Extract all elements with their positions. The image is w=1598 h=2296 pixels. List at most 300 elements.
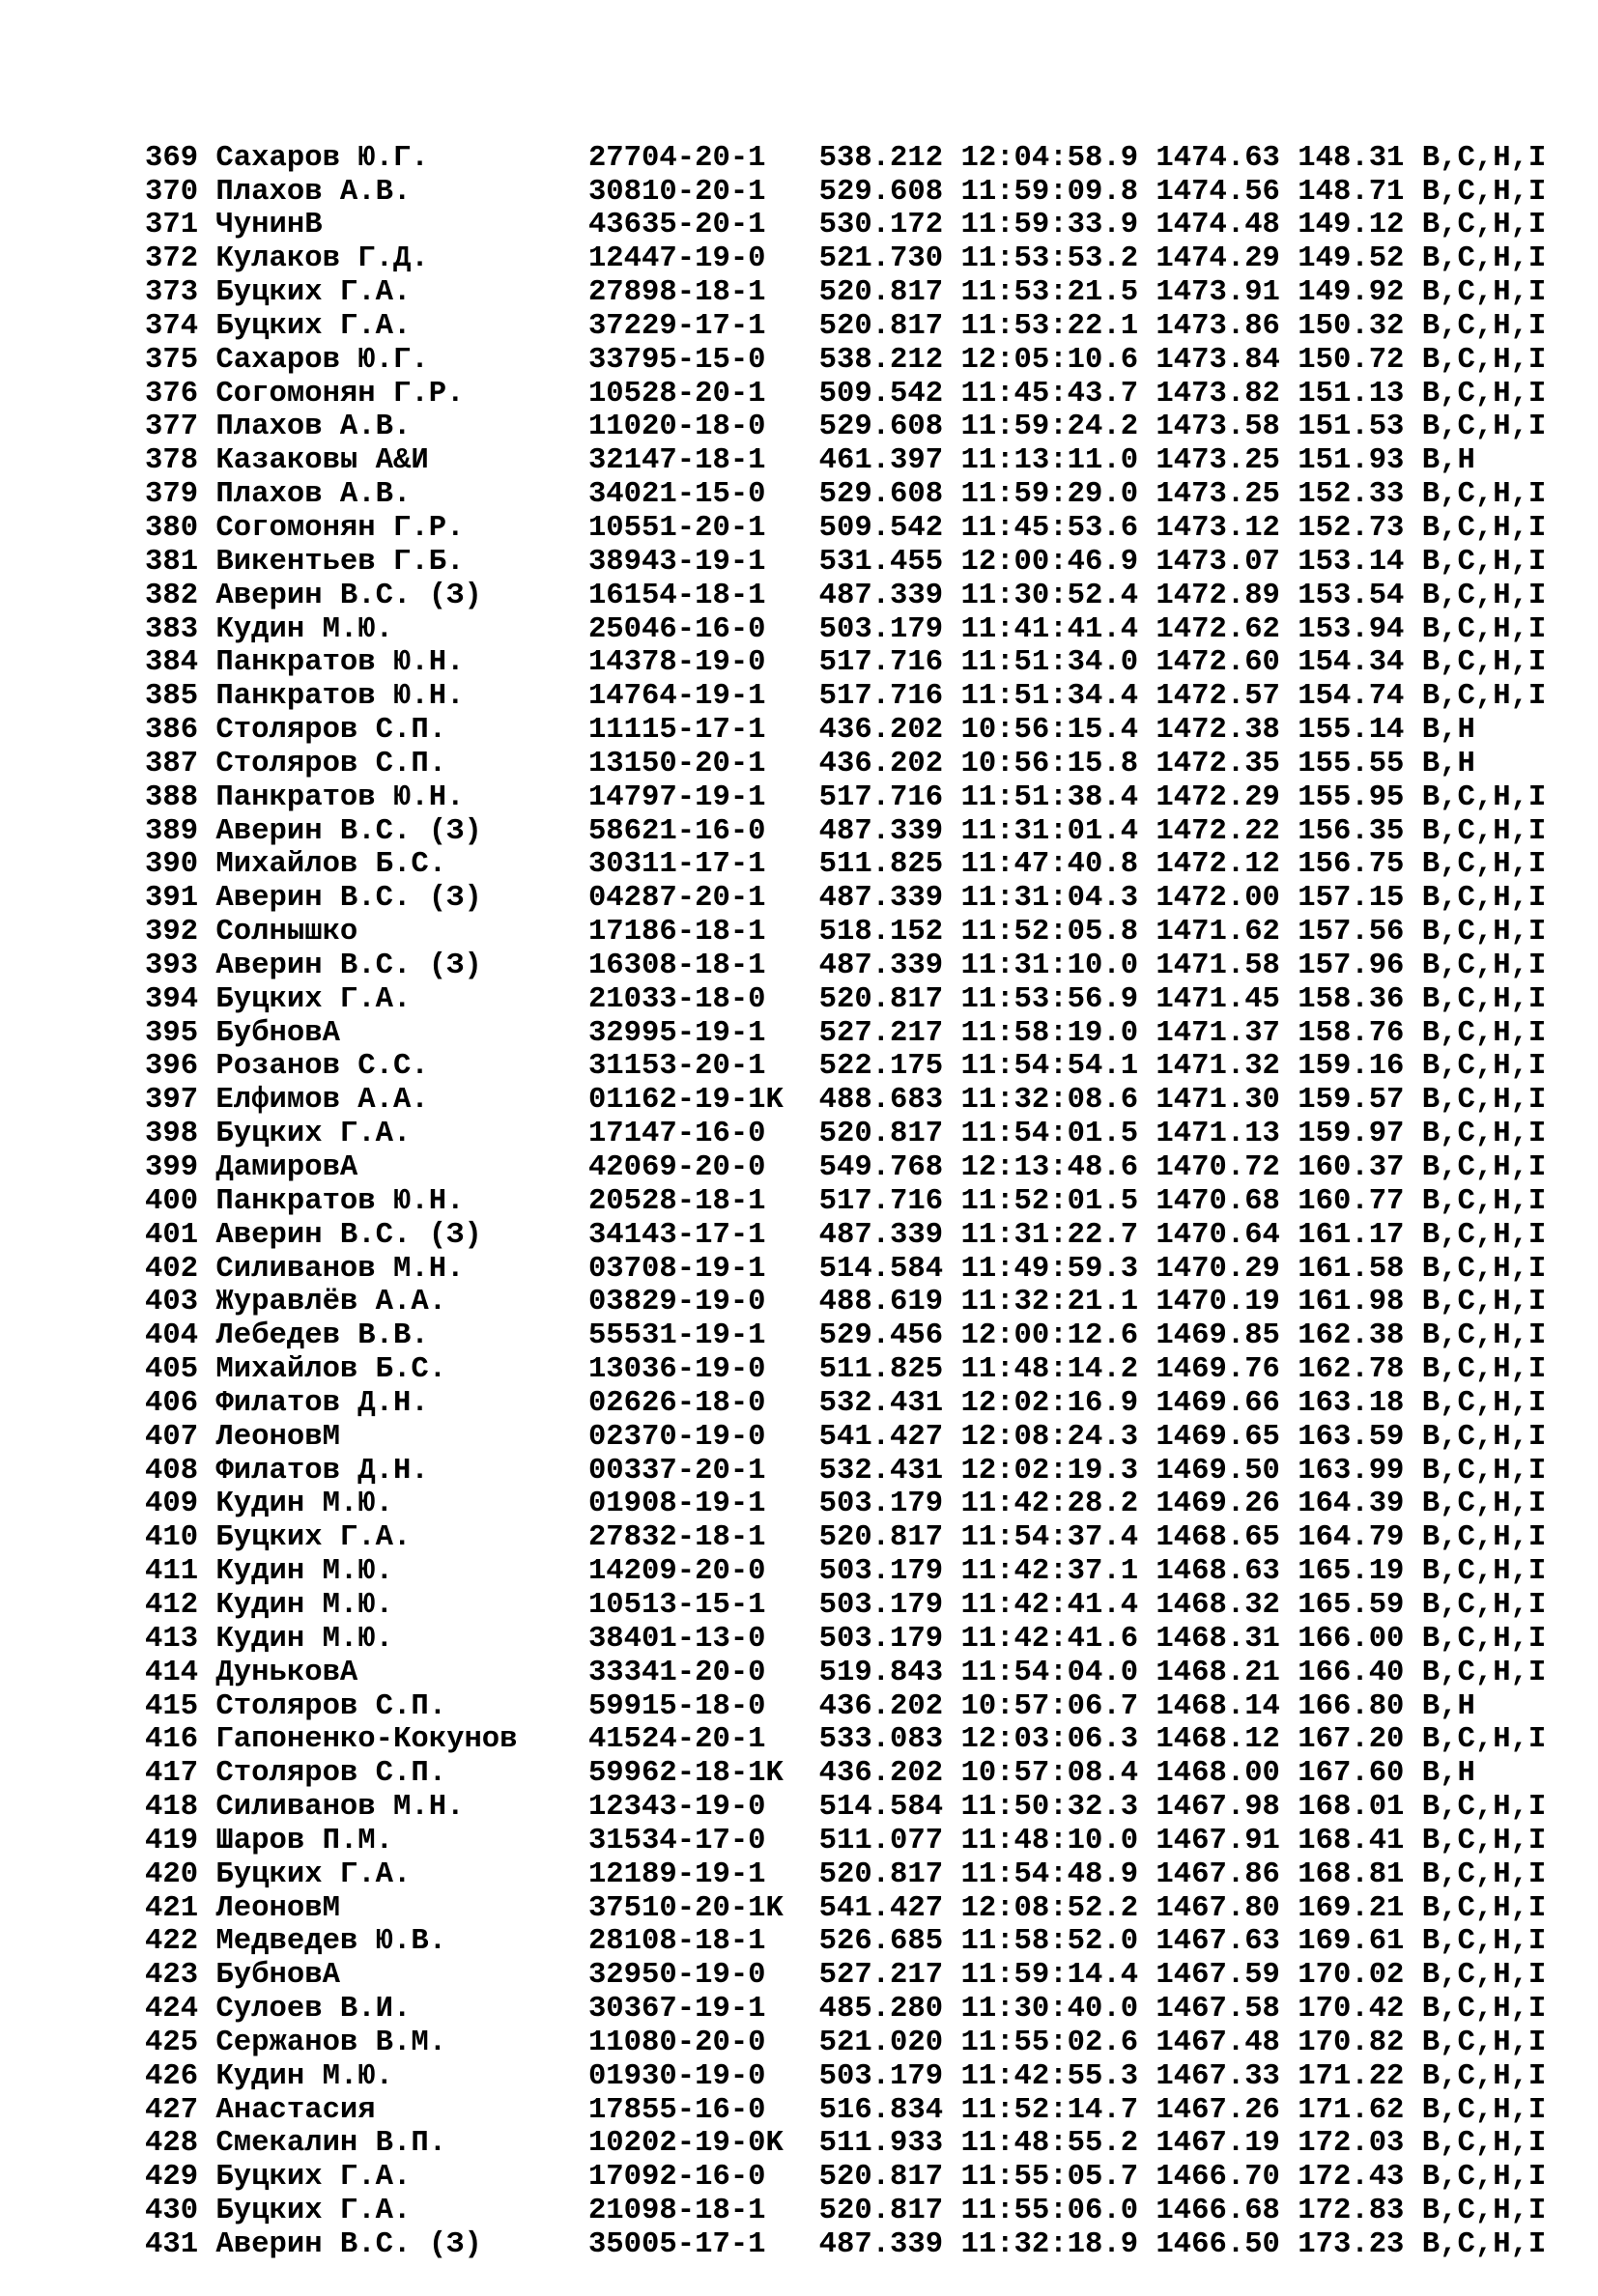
ring-number: 11115-17-1 (587, 714, 766, 748)
coefficient-value: 153.94 (1298, 612, 1405, 646)
distance-value: 488.619 (818, 1286, 944, 1319)
fancier-name: Столяров С.П. (215, 747, 447, 780)
category-flags: B,C,H,I (1421, 1723, 1547, 1757)
distance-value: 514.584 (818, 1252, 944, 1286)
coefficient-value: 166.80 (1298, 1689, 1405, 1723)
place-number: 408 (145, 1454, 199, 1488)
speed-value: 1468.32 (1156, 1588, 1280, 1622)
ring-number: 17092-16-0 (587, 2161, 766, 2195)
fancier-name: Панкратов Ю.Н. (215, 1184, 465, 1218)
fancier-name: Михайлов Б.С. (215, 848, 447, 882)
ring-number: 02626-18-0 (587, 1386, 766, 1420)
category-flags: B,C,H,I (1421, 579, 1547, 612)
speed-value: 1469.65 (1156, 1420, 1280, 1454)
result-row (145, 1892, 1546, 1926)
fancier-name: Медведев Ю.В. (215, 1925, 447, 1959)
coefficient-value: 156.35 (1298, 814, 1405, 848)
distance-value: 532.431 (818, 1386, 944, 1420)
distance-value: 518.152 (818, 916, 944, 950)
distance-value: 509.542 (818, 511, 944, 545)
arrival-time: 11:54:48.9 (960, 1857, 1139, 1891)
result-row (145, 1589, 1546, 1623)
ring-number: 31534-17-0 (587, 1824, 766, 1857)
fancier-name: Кулаков Г.Д. (215, 242, 429, 276)
coefficient-value: 158.76 (1298, 1016, 1405, 1050)
category-flags: B,H (1421, 1757, 1475, 1791)
place-number: 422 (145, 1925, 199, 1959)
place-number: 371 (145, 209, 199, 242)
arrival-time: 11:49:59.3 (960, 1252, 1139, 1286)
arrival-time: 11:52:01.5 (960, 1184, 1139, 1218)
place-number: 427 (145, 2093, 199, 2127)
category-flags: B,C,H,I (1421, 141, 1547, 175)
speed-value: 1472.12 (1156, 848, 1280, 882)
arrival-time: 11:31:01.4 (960, 814, 1139, 848)
coefficient-value: 155.14 (1298, 714, 1405, 748)
fancier-name: Аверин В.С. (З) (215, 949, 482, 982)
arrival-time: 11:58:19.0 (960, 1016, 1139, 1050)
result-row (145, 1555, 1546, 1589)
distance-value: 529.456 (818, 1319, 944, 1353)
result-row (145, 344, 1546, 378)
result-row (145, 613, 1546, 647)
arrival-time: 10:57:06.7 (960, 1689, 1139, 1723)
category-flags: B,C,H,I (1421, 1151, 1547, 1184)
place-number: 385 (145, 680, 199, 714)
result-row (145, 2195, 1546, 2228)
category-flags: B,C,H,I (1421, 1959, 1547, 1993)
speed-value: 1474.56 (1156, 175, 1280, 209)
place-number: 392 (145, 916, 199, 950)
place-number: 409 (145, 1488, 199, 1521)
ring-number: 02370-19-0 (587, 1420, 766, 1454)
arrival-time: 11:55:02.6 (960, 2026, 1139, 2059)
distance-value: 549.768 (818, 1151, 944, 1184)
speed-value: 1469.76 (1156, 1353, 1280, 1387)
place-number: 381 (145, 545, 199, 579)
speed-value: 1470.19 (1156, 1286, 1280, 1319)
distance-value: 436.202 (818, 747, 944, 780)
category-flags: B,C,H,I (1421, 377, 1547, 411)
distance-value: 511.825 (818, 1353, 944, 1387)
result-row (145, 781, 1546, 815)
result-row (145, 2228, 1546, 2262)
ring-number: 27832-18-1 (587, 1521, 766, 1555)
ring-number: 10528-20-1 (587, 377, 766, 411)
speed-value: 1466.50 (1156, 2228, 1280, 2261)
coefficient-value: 153.14 (1298, 545, 1405, 579)
place-number: 411 (145, 1555, 199, 1589)
result-row (145, 1387, 1546, 1421)
speed-value: 1469.66 (1156, 1386, 1280, 1420)
fancier-name: Панкратов Ю.Н. (215, 680, 465, 714)
result-row (145, 714, 1546, 748)
distance-value: 532.431 (818, 1454, 944, 1488)
speed-value: 1468.00 (1156, 1757, 1280, 1791)
category-flags: B,C,H,I (1421, 1521, 1547, 1555)
speed-value: 1469.85 (1156, 1319, 1280, 1353)
arrival-time: 11:51:38.4 (960, 780, 1139, 814)
distance-value: 541.427 (818, 1891, 944, 1925)
place-number: 402 (145, 1252, 199, 1286)
arrival-time: 11:48:10.0 (960, 1824, 1139, 1857)
speed-value: 1466.70 (1156, 2161, 1280, 2195)
ring-number: 16154-18-1 (587, 579, 766, 612)
distance-value: 487.339 (818, 1218, 944, 1252)
fancier-name: Аверин В.С. (З) (215, 2228, 482, 2261)
fancier-name: Панкратов Ю.Н. (215, 780, 465, 814)
coefficient-value: 163.18 (1298, 1386, 1405, 1420)
place-number: 369 (145, 141, 199, 175)
ring-number: 27704-20-1 (587, 141, 766, 175)
place-number: 386 (145, 714, 199, 748)
category-flags: B,C,H,I (1421, 2093, 1547, 2127)
distance-value: 522.175 (818, 1050, 944, 1084)
result-row (145, 580, 1546, 613)
arrival-time: 11:53:56.9 (960, 982, 1139, 1016)
result-row (145, 1959, 1546, 1993)
speed-value: 1472.00 (1156, 882, 1280, 916)
arrival-time: 11:58:52.0 (960, 1925, 1139, 1959)
coefficient-value: 153.54 (1298, 579, 1405, 612)
result-row (145, 2094, 1546, 2128)
arrival-time: 11:55:05.7 (960, 2161, 1139, 2195)
arrival-time: 11:54:54.1 (960, 1050, 1139, 1084)
result-row (145, 310, 1546, 344)
ring-number: 27898-18-1 (587, 276, 766, 310)
category-flags: B,C,H,I (1421, 309, 1547, 343)
coefficient-value: 168.01 (1298, 1791, 1405, 1825)
arrival-time: 11:53:21.5 (960, 276, 1139, 310)
arrival-time: 11:42:55.3 (960, 2059, 1139, 2093)
fancier-name: Буцких Г.А. (215, 1521, 412, 1555)
ring-number: 01162-19-1K (587, 1084, 784, 1118)
arrival-time: 11:59:33.9 (960, 209, 1139, 242)
ring-number: 14797-19-1 (587, 780, 766, 814)
distance-value: 511.825 (818, 848, 944, 882)
result-row (145, 1084, 1546, 1118)
result-row (145, 1791, 1546, 1825)
coefficient-value: 157.96 (1298, 949, 1405, 982)
distance-value: 531.455 (818, 545, 944, 579)
speed-value: 1471.62 (1156, 916, 1280, 950)
arrival-time: 11:54:37.4 (960, 1521, 1139, 1555)
result-row (145, 1219, 1546, 1253)
category-flags: B,C,H,I (1421, 2195, 1547, 2228)
place-number: 405 (145, 1353, 199, 1387)
ring-number: 17147-16-0 (587, 1118, 766, 1151)
distance-value: 520.817 (818, 276, 944, 310)
coefficient-value: 161.98 (1298, 1286, 1405, 1319)
fancier-name: Казаковы А&И (215, 444, 429, 478)
result-row (145, 1993, 1546, 2027)
result-row (145, 1690, 1546, 1724)
speed-value: 1467.58 (1156, 1993, 1280, 2027)
ring-number: 14378-19-0 (587, 646, 766, 680)
place-number: 395 (145, 1016, 199, 1050)
category-flags: B,C,H,I (1421, 411, 1547, 444)
category-flags: B,C,H,I (1421, 1824, 1547, 1857)
speed-value: 1467.80 (1156, 1891, 1280, 1925)
ring-number: 35005-17-1 (587, 2228, 766, 2261)
speed-value: 1467.26 (1156, 2093, 1280, 2127)
arrival-time: 11:54:04.0 (960, 1656, 1139, 1689)
ring-number: 59915-18-0 (587, 1689, 766, 1723)
category-flags: B,C,H,I (1421, 2228, 1547, 2261)
distance-value: 487.339 (818, 814, 944, 848)
category-flags: B,C,H,I (1421, 1925, 1547, 1959)
fancier-name: Гапоненко-Кокунов (215, 1723, 518, 1757)
ring-number: 33795-15-0 (587, 343, 766, 377)
result-row (145, 1185, 1546, 1219)
ring-number: 10202-19-0K (587, 2127, 784, 2161)
ring-number: 13150-20-1 (587, 747, 766, 780)
distance-value: 541.427 (818, 1420, 944, 1454)
result-row (145, 176, 1546, 210)
speed-value: 1467.86 (1156, 1857, 1280, 1891)
category-flags: B,C,H,I (1421, 1118, 1547, 1151)
arrival-time: 11:32:21.1 (960, 1286, 1139, 1319)
category-flags: B,C,H,I (1421, 1857, 1547, 1891)
fancier-name: Розанов С.С. (215, 1050, 429, 1084)
fancier-name: Панкратов Ю.Н. (215, 646, 465, 680)
ring-number: 16308-18-1 (587, 949, 766, 982)
result-row (145, 209, 1546, 242)
ring-number: 13036-19-0 (587, 1353, 766, 1387)
speed-value: 1468.65 (1156, 1521, 1280, 1555)
speed-value: 1470.64 (1156, 1218, 1280, 1252)
coefficient-value: 151.93 (1298, 444, 1405, 478)
arrival-time: 11:13:11.0 (960, 444, 1139, 478)
arrival-time: 12:08:52.2 (960, 1891, 1139, 1925)
coefficient-value: 165.19 (1298, 1555, 1405, 1589)
distance-value: 526.685 (818, 1925, 944, 1959)
arrival-time: 11:42:41.6 (960, 1622, 1139, 1656)
fancier-name: Сержанов В.М. (215, 2026, 447, 2059)
coefficient-value: 164.79 (1298, 1521, 1405, 1555)
place-number: 403 (145, 1286, 199, 1319)
fancier-name: Буцких Г.А. (215, 2161, 412, 2195)
result-row (145, 1521, 1546, 1555)
fancier-name: Столяров С.П. (215, 1689, 447, 1723)
coefficient-value: 148.71 (1298, 175, 1405, 209)
speed-value: 1468.63 (1156, 1555, 1280, 1589)
distance-value: 503.179 (818, 1588, 944, 1622)
place-number: 406 (145, 1386, 199, 1420)
distance-value: 530.172 (818, 209, 944, 242)
speed-value: 1473.82 (1156, 377, 1280, 411)
coefficient-value: 152.73 (1298, 511, 1405, 545)
coefficient-value: 159.57 (1298, 1084, 1405, 1118)
category-flags: B,H (1421, 444, 1475, 478)
speed-value: 1472.62 (1156, 612, 1280, 646)
speed-value: 1473.12 (1156, 511, 1280, 545)
fancier-name: Лебедев В.В. (215, 1319, 429, 1353)
coefficient-value: 161.58 (1298, 1252, 1405, 1286)
category-flags: B,C,H,I (1421, 209, 1547, 242)
speed-value: 1468.31 (1156, 1622, 1280, 1656)
arrival-time: 11:50:32.3 (960, 1791, 1139, 1825)
place-number: 426 (145, 2059, 199, 2093)
ring-number: 01930-19-0 (587, 2059, 766, 2093)
coefficient-value: 152.33 (1298, 478, 1405, 512)
result-row (145, 242, 1546, 276)
coefficient-value: 167.60 (1298, 1757, 1405, 1791)
place-number: 374 (145, 309, 199, 343)
ring-number: 12189-19-1 (587, 1857, 766, 1891)
fancier-name: Филатов Д.Н. (215, 1386, 429, 1420)
distance-value: 520.817 (818, 309, 944, 343)
category-flags: B,C,H,I (1421, 1420, 1547, 1454)
ring-number: 59962-18-1K (587, 1757, 784, 1791)
result-row (145, 1286, 1546, 1319)
fancier-name: Сулоев В.И. (215, 1993, 412, 2027)
coefficient-value: 168.41 (1298, 1824, 1405, 1857)
ring-number: 30810-20-1 (587, 175, 766, 209)
ring-number: 14764-19-1 (587, 680, 766, 714)
result-row (145, 2127, 1546, 2161)
result-row (145, 848, 1546, 882)
coefficient-value: 161.17 (1298, 1218, 1405, 1252)
result-row (145, 378, 1546, 411)
distance-value: 487.339 (818, 2228, 944, 2261)
place-number: 384 (145, 646, 199, 680)
speed-value: 1467.33 (1156, 2059, 1280, 2093)
category-flags: B,C,H,I (1421, 2161, 1547, 2195)
speed-value: 1466.68 (1156, 2195, 1280, 2228)
speed-value: 1471.32 (1156, 1050, 1280, 1084)
fancier-name: Аверин В.С. (З) (215, 1218, 482, 1252)
coefficient-value: 149.12 (1298, 209, 1405, 242)
distance-value: 514.584 (818, 1791, 944, 1825)
ring-number: 01908-19-1 (587, 1488, 766, 1521)
speed-value: 1471.37 (1156, 1016, 1280, 1050)
place-number: 418 (145, 1791, 199, 1825)
speed-value: 1470.72 (1156, 1151, 1280, 1184)
results-page (145, 74, 1546, 2296)
result-row (145, 916, 1546, 950)
coefficient-value: 157.15 (1298, 882, 1405, 916)
place-number: 373 (145, 276, 199, 310)
distance-value: 511.077 (818, 1824, 944, 1857)
distance-value: 519.843 (818, 1656, 944, 1689)
arrival-time: 12:02:19.3 (960, 1454, 1139, 1488)
category-flags: B,C,H,I (1421, 1286, 1547, 1319)
distance-value: 517.716 (818, 680, 944, 714)
fancier-name: Сахаров Ю.Г. (215, 343, 429, 377)
place-number: 421 (145, 1891, 199, 1925)
speed-value: 1472.60 (1156, 646, 1280, 680)
arrival-time: 11:48:14.2 (960, 1353, 1139, 1387)
distance-value: 487.339 (818, 882, 944, 916)
coefficient-value: 162.38 (1298, 1319, 1405, 1353)
category-flags: B,H (1421, 714, 1475, 748)
category-flags: B,H (1421, 747, 1475, 780)
place-number: 407 (145, 1420, 199, 1454)
result-row (145, 1723, 1546, 1757)
fancier-name: Буцких Г.А. (215, 309, 412, 343)
speed-value: 1471.58 (1156, 949, 1280, 982)
category-flags: B,C,H,I (1421, 814, 1547, 848)
fancier-name: ЛеоновМ (215, 1420, 340, 1454)
coefficient-value: 170.02 (1298, 1959, 1405, 1993)
place-number: 400 (145, 1184, 199, 1218)
result-row (145, 1757, 1546, 1791)
speed-value: 1467.48 (1156, 2026, 1280, 2059)
arrival-time: 12:08:24.3 (960, 1420, 1139, 1454)
coefficient-value: 154.74 (1298, 680, 1405, 714)
distance-value: 509.542 (818, 377, 944, 411)
category-flags: B,C,H,I (1421, 1622, 1547, 1656)
speed-value: 1470.29 (1156, 1252, 1280, 1286)
result-row (145, 1017, 1546, 1051)
result-row (145, 2027, 1546, 2060)
place-number: 420 (145, 1857, 199, 1891)
distance-value: 529.608 (818, 411, 944, 444)
coefficient-value: 155.55 (1298, 747, 1405, 780)
coefficient-value: 148.31 (1298, 141, 1405, 175)
arrival-time: 12:05:10.6 (960, 343, 1139, 377)
category-flags: B,C,H,I (1421, 1993, 1547, 2027)
fancier-name: Журавлёв А.А. (215, 1286, 447, 1319)
distance-value: 503.179 (818, 2059, 944, 2093)
place-number: 413 (145, 1622, 199, 1656)
arrival-time: 11:42:37.1 (960, 1555, 1139, 1589)
place-number: 379 (145, 478, 199, 512)
fancier-name: Аверин В.С. (З) (215, 814, 482, 848)
speed-value: 1468.21 (1156, 1656, 1280, 1689)
fancier-name: Кудин М.Ю. (215, 612, 394, 646)
distance-value: 520.817 (818, 1521, 944, 1555)
result-row (145, 882, 1546, 916)
place-number: 393 (145, 949, 199, 982)
arrival-time: 11:30:52.4 (960, 579, 1139, 612)
coefficient-value: 169.21 (1298, 1891, 1405, 1925)
ring-number: 10513-15-1 (587, 1588, 766, 1622)
arrival-time: 11:42:28.2 (960, 1488, 1139, 1521)
speed-value: 1467.19 (1156, 2127, 1280, 2161)
arrival-time: 11:45:43.7 (960, 377, 1139, 411)
place-number: 390 (145, 848, 199, 882)
arrival-time: 11:48:55.2 (960, 2127, 1139, 2161)
result-row (145, 1488, 1546, 1521)
fancier-name: БубновА (215, 1959, 340, 1993)
fancier-name: ЧунинВ (215, 209, 323, 242)
fancier-name: Кудин М.Ю. (215, 1622, 394, 1656)
distance-value: 436.202 (818, 714, 944, 748)
coefficient-value: 169.61 (1298, 1925, 1405, 1959)
result-row (145, 815, 1546, 849)
coefficient-value: 157.56 (1298, 916, 1405, 950)
category-flags: B,C,H,I (1421, 646, 1547, 680)
arrival-time: 11:30:40.0 (960, 1993, 1139, 2027)
arrival-time: 11:32:18.9 (960, 2228, 1139, 2261)
speed-value: 1468.12 (1156, 1723, 1280, 1757)
coefficient-value: 150.72 (1298, 343, 1405, 377)
ring-number: 03829-19-0 (587, 1286, 766, 1319)
category-flags: B,C,H,I (1421, 1791, 1547, 1825)
result-row (145, 1623, 1546, 1657)
fancier-name: Согомонян Г.Р. (215, 511, 465, 545)
coefficient-value: 172.83 (1298, 2195, 1405, 2228)
category-flags: B,C,H,I (1421, 1319, 1547, 1353)
place-number: 419 (145, 1824, 199, 1857)
coefficient-value: 164.39 (1298, 1488, 1405, 1521)
ring-number: 32995-19-1 (587, 1016, 766, 1050)
coefficient-value: 151.53 (1298, 411, 1405, 444)
distance-value: 487.339 (818, 949, 944, 982)
distance-value: 461.397 (818, 444, 944, 478)
